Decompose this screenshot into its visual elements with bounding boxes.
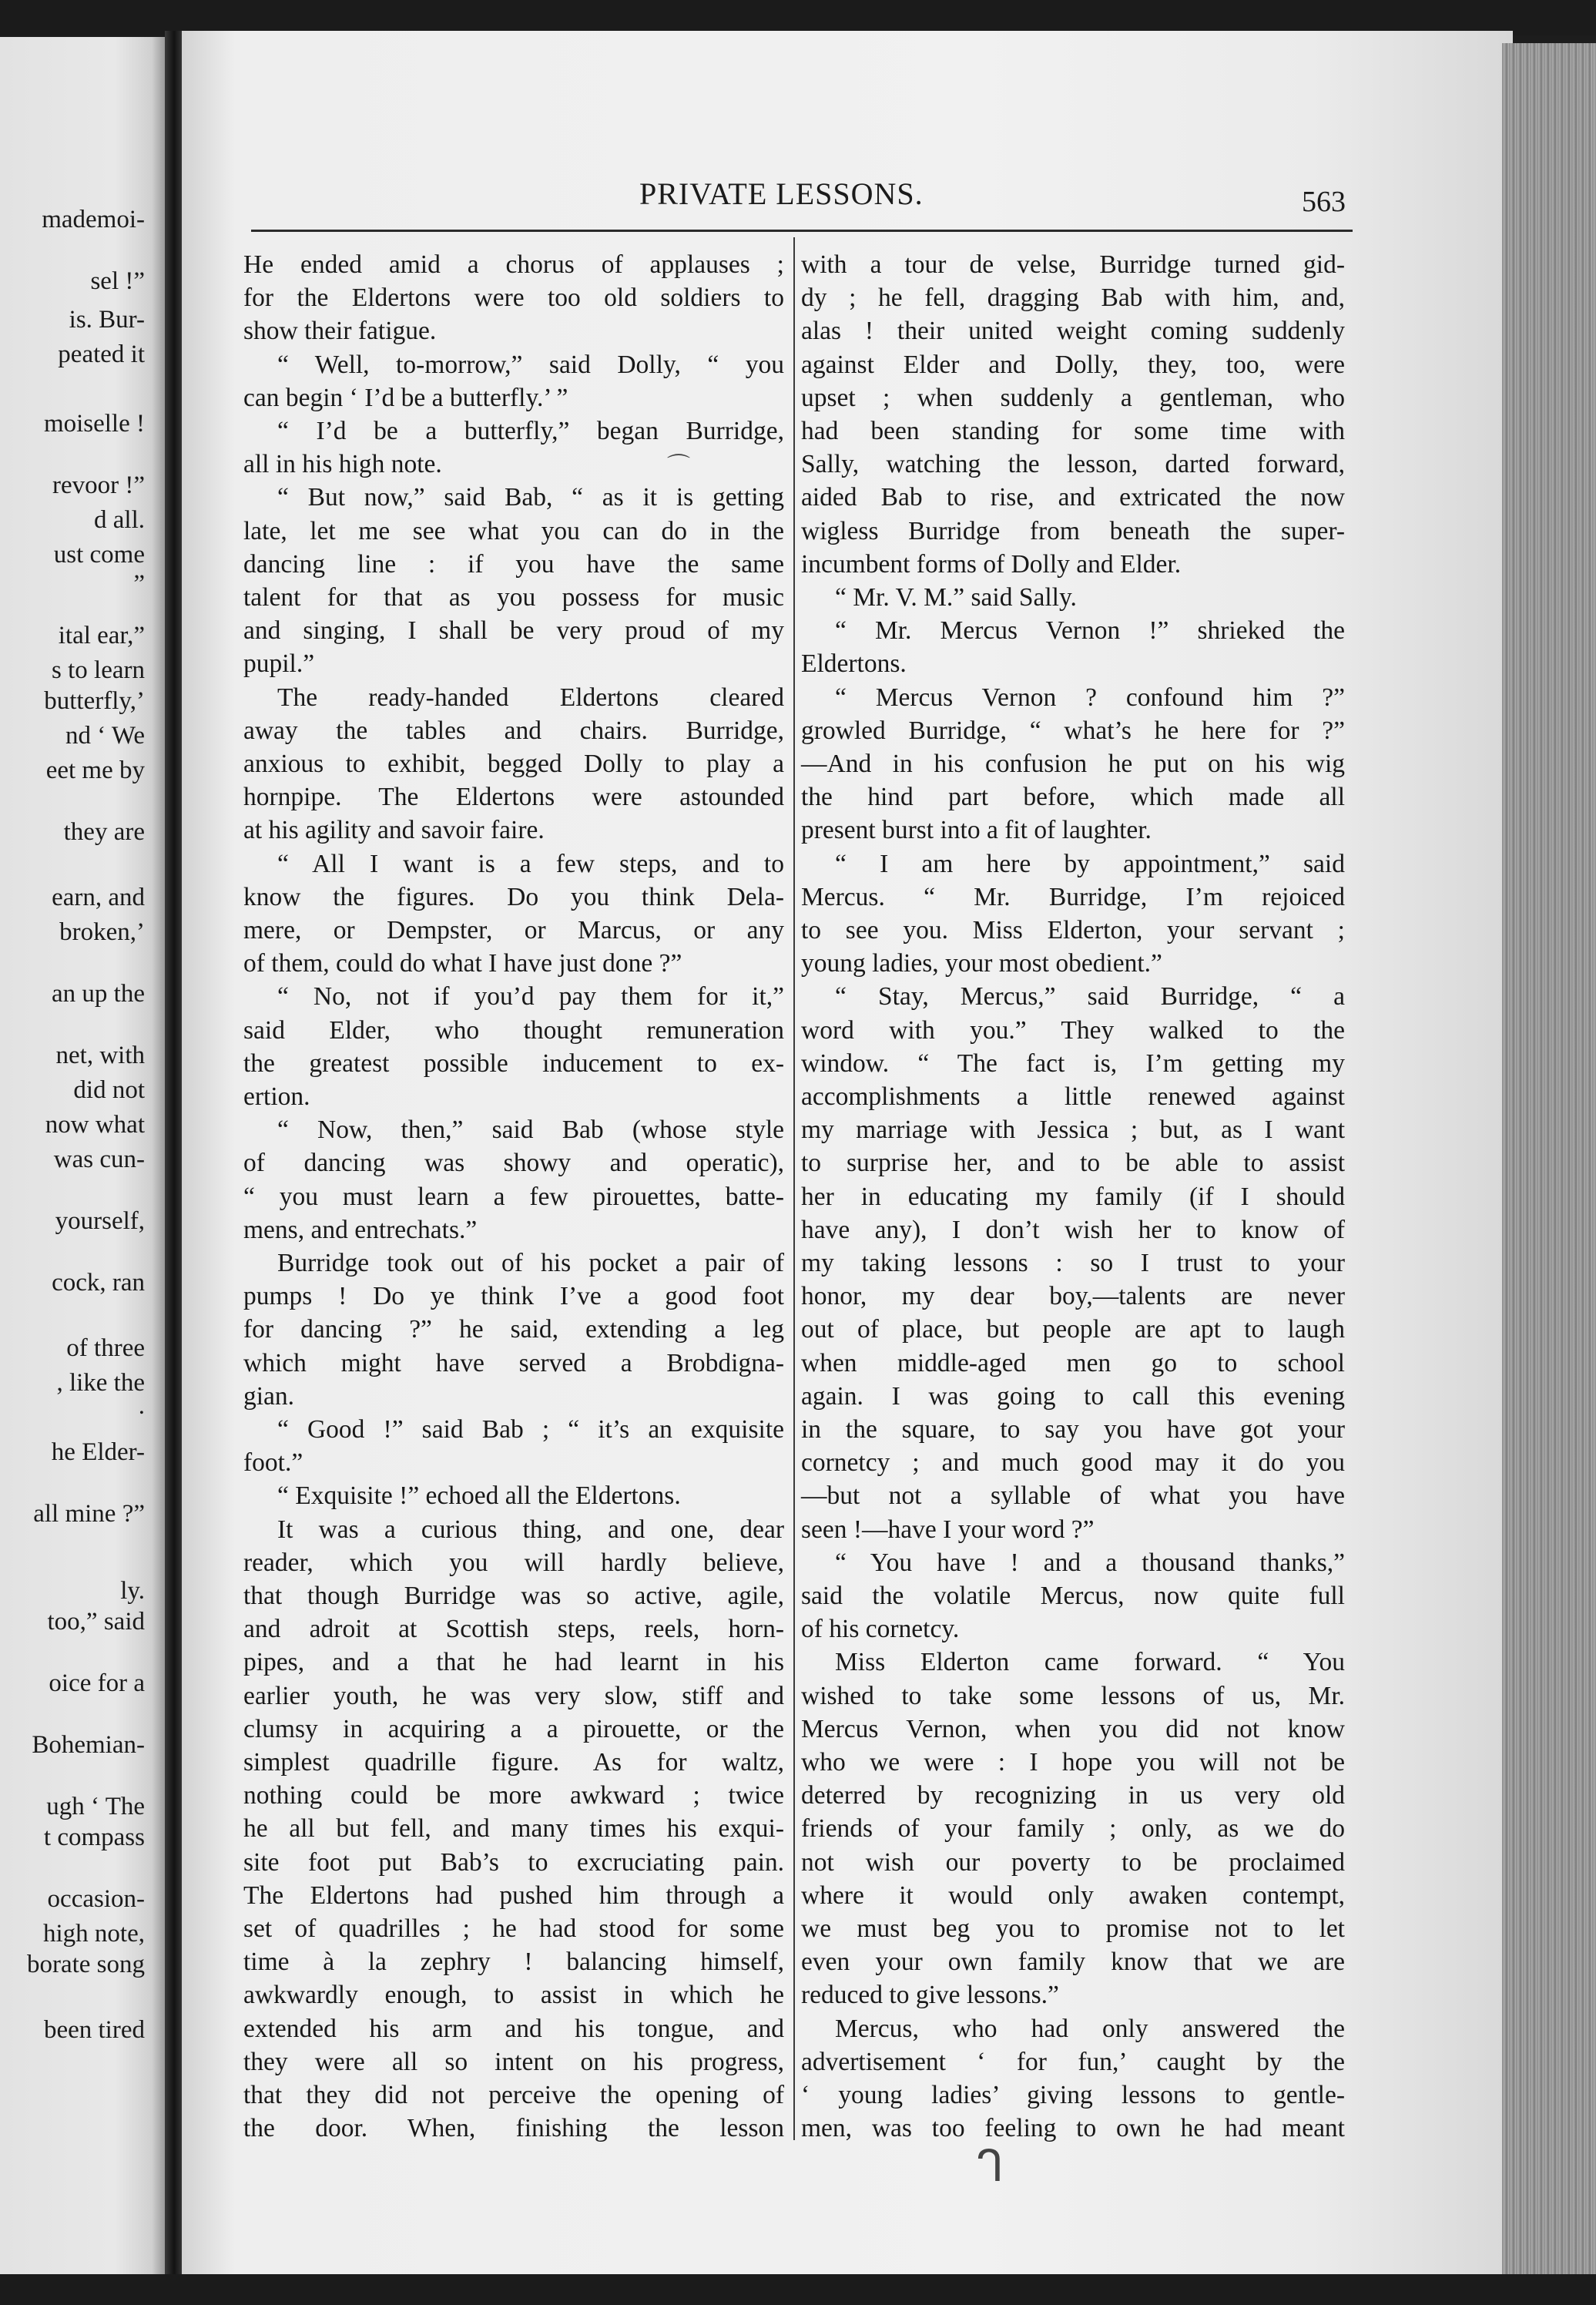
text-line: friends of your family ; only, as we do xyxy=(801,1814,1345,1844)
left-page-line: of three xyxy=(66,1334,145,1362)
left-page-line: peated it xyxy=(58,341,145,368)
left-page-line: high note, xyxy=(43,1920,145,1948)
left-page-line: ital ear,” xyxy=(58,622,145,649)
text-line: said the volatile Mercus, now quite full xyxy=(801,1582,1345,1610)
text-line: to surprise her, and to be able to assist xyxy=(801,1149,1345,1178)
text-line: —but not a syllable of what you have xyxy=(801,1481,1345,1511)
text-line: aided Bab to rise, and extricated the now xyxy=(801,483,1345,512)
text-line: clumsy in acquiring a a pirouette, or the xyxy=(243,1714,784,1743)
left-page-line: revoor !” xyxy=(52,471,145,499)
text-line: know the figures. Do you think Dela- xyxy=(243,882,784,911)
text-line: against Elder and Dolly, they, too, were xyxy=(801,350,1345,379)
left-page-line: butterfly,’ xyxy=(44,687,145,715)
left-page-line: all mine ?” xyxy=(33,1500,145,1528)
left-page-line: oice for a xyxy=(49,1669,145,1697)
text-line: site foot put Bab’s to excruciating pain. xyxy=(243,1847,784,1877)
text-line: “ Stay, Mercus,” said Burridge, “ a xyxy=(835,982,1345,1012)
left-page-line: s to learn xyxy=(52,656,145,684)
text-line: we must beg you to promise not to let xyxy=(801,1914,1345,1943)
text-line: “ All I want is a few steps, and to xyxy=(277,849,784,878)
left-page-line: ly. xyxy=(120,1577,145,1605)
left-page-line: broken,’ xyxy=(59,918,145,946)
text-line: dancing line : if you have the same xyxy=(243,549,784,579)
text-line: reduced to give lessons.” xyxy=(801,1981,1059,2010)
text-line: of them, could do what I have just done ?” xyxy=(243,949,682,978)
text-line: The Eldertons had pushed him through a xyxy=(243,1881,784,1910)
column-divider xyxy=(793,237,795,2140)
text-line: “ you must learn a few pirouettes, batte- xyxy=(243,1182,784,1211)
text-line: pumps ! Do ye think I’ve a good foot xyxy=(243,1282,784,1311)
page-fore-edge xyxy=(1502,43,1596,2274)
text-line: my taking lessons : so I trust to your xyxy=(801,1249,1345,1277)
text-line: show their fatigue. xyxy=(243,317,437,346)
left-page-line: d all. xyxy=(94,506,145,534)
text-line: deterred by recognizing in us very old xyxy=(801,1781,1345,1810)
text-line: “ You have ! and a thousand thanks,” xyxy=(835,1548,1345,1577)
text-column-left xyxy=(243,248,784,2143)
text-line: pupil.” xyxy=(243,649,315,679)
left-page-line: . xyxy=(138,1392,145,1420)
text-line: “ Mr. Mercus Vernon !” shrieked the xyxy=(835,616,1345,646)
text-line: Eldertons. xyxy=(801,649,907,679)
text-line: the greatest possible inducement to ex- xyxy=(243,1048,784,1078)
text-line: awkwardly enough, to assist in which he xyxy=(243,1981,784,2010)
text-line: Sally, watching the lesson, darted forward, xyxy=(801,450,1345,479)
text-line: Mercus Vernon, when you did not know xyxy=(801,1714,1345,1743)
text-line: foot.” xyxy=(243,1448,303,1478)
text-line: away the tables and chairs. Burridge, xyxy=(243,716,784,745)
text-line: at his agility and savoir faire. xyxy=(243,816,545,845)
left-page-line: t compass xyxy=(43,1824,145,1851)
left-page-line: too,” said xyxy=(47,1608,145,1636)
text-line: window. “ The fact is, I’m getting my xyxy=(801,1048,1345,1078)
left-page-line: they are xyxy=(63,818,145,846)
text-line: anxious to exhibit, begged Dolly to play a xyxy=(243,750,784,778)
text-line: He ended amid a chorus of applauses ; xyxy=(243,250,784,279)
text-line: “ Exquisite !” echoed all the Eldertons. xyxy=(277,1481,681,1511)
left-page-line: earn, and xyxy=(52,884,145,911)
pencil-mark: ᒉ xyxy=(977,2143,1004,2191)
pencil-mark: ⌒ xyxy=(667,454,690,479)
text-line: that though Burridge was so active, agile, xyxy=(243,1582,784,1610)
page-number: 563 xyxy=(1302,186,1346,218)
text-line: of dancing was showy and operatic), xyxy=(243,1149,784,1178)
book-gutter xyxy=(165,31,183,2274)
text-line: pipes, and a that he had learnt in his xyxy=(243,1648,784,1677)
running-head-title: PRIVATE LESSONS. xyxy=(639,176,924,211)
left-page-line: nd ‘ We xyxy=(65,722,145,750)
text-line: —And in his confusion he put on his wig xyxy=(801,750,1345,778)
left-page-line: Bohemian- xyxy=(32,1731,145,1759)
text-line: present burst into a fit of laughter. xyxy=(801,816,1152,845)
left-page-line: borate song xyxy=(26,1951,145,1978)
text-line: where it would only awaken contempt, xyxy=(801,1881,1345,1910)
text-line: “ I am here by appointment,” said xyxy=(835,849,1345,878)
previous-page-fragment xyxy=(0,37,165,2274)
text-line: young ladies, your most obedient.” xyxy=(801,949,1162,978)
text-line: nothing could be more awkward ; twice xyxy=(243,1781,784,1810)
left-page-line: ust come xyxy=(53,541,145,569)
text-line: Mercus, who had only answered the xyxy=(835,2014,1345,2043)
text-line: mens, and entrechats.” xyxy=(243,1215,478,1244)
text-line: who we were : I hope you will not be xyxy=(801,1748,1345,1777)
text-line: growled Burridge, “ what’s he here for ?” xyxy=(801,716,1345,745)
text-line: upset ; when suddenly a gentleman, who xyxy=(801,383,1345,412)
text-line: to see you. Miss Elderton, your servant ; xyxy=(801,916,1345,944)
text-line: simplest quadrille figure. As for waltz, xyxy=(243,1748,784,1777)
text-line: “ But now,” said Bab, “ as it is getting xyxy=(277,483,784,512)
left-page-line: he Elder- xyxy=(51,1438,145,1466)
left-page-line: moiselle ! xyxy=(43,410,145,438)
text-line: out of place, but people are apt to laugh xyxy=(801,1315,1345,1344)
text-line: which might have served a Brobdigna- xyxy=(243,1348,784,1377)
text-line: her in educating my family (if I should xyxy=(801,1182,1345,1211)
text-line: and singing, I shall be very proud of my xyxy=(243,616,784,646)
text-line: “ Good !” said Bab ; “ it’s an exquisite xyxy=(277,1415,784,1444)
text-line: all in his high note. xyxy=(243,450,442,479)
text-column-right xyxy=(801,248,1345,2143)
text-line: late, let me see what you can do in the xyxy=(243,516,784,545)
text-line: he all but fell, and many times his exqui- xyxy=(243,1814,784,1844)
left-page-line: was cun- xyxy=(53,1146,145,1173)
left-page-line: cock, ran xyxy=(52,1269,145,1297)
left-page-line: mademoi- xyxy=(42,206,145,233)
text-line: accomplishments a little renewed against xyxy=(801,1082,1345,1111)
text-line: when middle-aged men go to school xyxy=(801,1348,1345,1377)
text-line: of his cornetcy. xyxy=(801,1615,960,1644)
text-line: men, was too feeling to own he had meant xyxy=(801,2114,1345,2143)
text-line: the door. When, finishing the lesson xyxy=(243,2114,784,2143)
text-line: “ No, not if you’d pay them for it,” xyxy=(277,982,784,1012)
text-line: alas ! their united weight coming suddenly xyxy=(801,317,1345,346)
text-line: dy ; he fell, dragging Bab with him, and, xyxy=(801,284,1345,313)
text-line: the hind part before, which made all xyxy=(801,783,1345,812)
text-line: even your own family know that we are xyxy=(801,1948,1345,1977)
text-line: reader, which you will hardly believe, xyxy=(243,1548,784,1577)
left-page-line: sel !” xyxy=(90,267,145,295)
text-line: set of quadrilles ; he had stood for some xyxy=(243,1914,784,1943)
text-line: for the Eldertons were too old soldiers to xyxy=(243,284,784,313)
left-page-line: did not xyxy=(73,1076,145,1104)
text-line: again. I was going to call this evening xyxy=(801,1381,1345,1411)
text-line: can begin ‘ I’d be a butterfly.’ ” xyxy=(243,383,568,412)
left-page-line: is. Bur- xyxy=(69,306,145,334)
text-line: word with you.” They walked to the xyxy=(801,1015,1345,1045)
text-line: “ Mr. V. M.” said Sally. xyxy=(835,583,1077,612)
left-page-line: net, with xyxy=(55,1042,145,1069)
text-line: “ I’d be a butterfly,” began Burridge, xyxy=(277,417,784,445)
text-line: gian. xyxy=(243,1381,295,1411)
text-line: Mercus. “ Mr. Burridge, I’m rejoiced xyxy=(801,882,1345,911)
text-line: they were all so intent on his progress, xyxy=(243,2047,784,2076)
text-line: said Elder, who thought remuneration xyxy=(243,1015,784,1045)
header-rule xyxy=(251,230,1353,232)
text-line: have any), I don’t wish her to know of xyxy=(801,1215,1345,1244)
left-page-line: been tired xyxy=(43,2016,145,2044)
left-page-line: now what xyxy=(45,1111,145,1139)
left-page-line: ugh ‘ The xyxy=(46,1793,145,1820)
text-line: The ready-handed Eldertons cleared xyxy=(277,683,784,712)
left-page-line: occasion- xyxy=(47,1885,145,1913)
text-line: seen !—have I your word ?” xyxy=(801,1515,1095,1544)
text-line: not wish our poverty to be proclaimed xyxy=(801,1847,1345,1877)
text-line: mere, or Dempster, or Marcus, or any xyxy=(243,916,784,944)
left-page-line: eet me by xyxy=(45,757,145,784)
text-line: my marriage with Jessica ; but, as I want xyxy=(801,1116,1345,1145)
text-line: cornetcy ; and much good may it do you xyxy=(801,1448,1345,1478)
text-line: hornpipe. The Eldertons were astounded xyxy=(243,783,784,812)
scan-border-bottom xyxy=(0,2274,1596,2305)
text-line: incumbent forms of Dolly and Elder. xyxy=(801,549,1182,579)
text-line: time à la zephry ! balancing himself, xyxy=(243,1948,784,1977)
left-page-line: an up the xyxy=(52,980,145,1008)
text-line: extended his arm and his tongue, and xyxy=(243,2014,784,2043)
text-line: It was a curious thing, and one, dear xyxy=(277,1515,784,1544)
text-line: Burridge took out of his pocket a pair of xyxy=(277,1249,784,1277)
text-line: wigless Burridge from beneath the super- xyxy=(801,516,1345,545)
text-line: Miss Elderton came forward. “ You xyxy=(835,1648,1345,1677)
left-page-line: ” xyxy=(133,570,145,598)
text-line: with a tour de velse, Burridge turned gid- xyxy=(801,250,1345,279)
left-page-line: yourself, xyxy=(55,1207,145,1235)
text-line: and adroit at Scottish steps, reels, horn- xyxy=(243,1615,784,1644)
text-line: in the square, to say you have got your xyxy=(801,1415,1345,1444)
text-line: ertion. xyxy=(243,1082,310,1111)
text-line: “ Mercus Vernon ? confound him ?” xyxy=(835,683,1345,712)
text-line: earlier youth, he was very slow, stiff and xyxy=(243,1681,784,1710)
text-line: “ Well, to-morrow,” said Dolly, “ you xyxy=(277,350,784,379)
text-line: wished to take some lessons of us, Mr. xyxy=(801,1681,1345,1710)
text-line: had been standing for some time with xyxy=(801,417,1345,445)
text-line: “ Now, then,” said Bab (whose style xyxy=(277,1116,784,1145)
text-line: talent for that as you possess for music xyxy=(243,583,784,612)
left-page-line: , like the xyxy=(56,1369,145,1397)
text-line: ‘ young ladies’ giving lessons to gentle- xyxy=(801,2081,1345,2109)
text-line: advertisement ‘ for fun,’ caught by the xyxy=(801,2047,1345,2076)
text-line: that they did not perceive the opening of xyxy=(243,2081,784,2109)
text-line: honor, my dear boy,—talents are never xyxy=(801,1282,1345,1311)
text-line: for dancing ?” he said, extending a leg xyxy=(243,1315,784,1344)
